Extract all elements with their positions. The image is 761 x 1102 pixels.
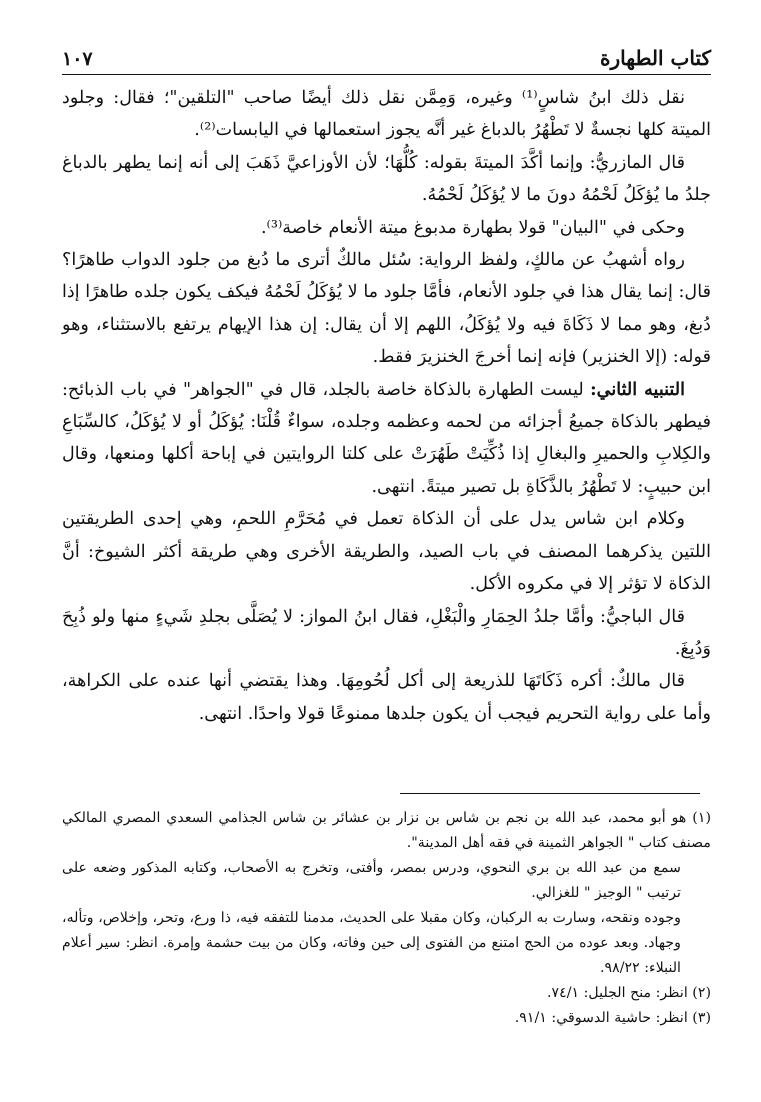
footnote-1: (١) هو أبو محمد، عبد الله بن نجم بن شاس بن نزار بن عشائر بن شاس الجذامي السعدي المصري المالكي مصنف كتاب " الجواهر الثمينة في فقه أهل المدينة". [62,810,711,851]
main-text [62,82,711,730]
paragraph-3: وحكى في "البيان" قولا بطهارة مدبوغ ميتة الأنعام خاصة⁽³⁾. [260,217,685,238]
footnote-3: (٣) انظر: حاشية الدسوقي: ٩١/١. [514,1010,711,1026]
footnote-1-continued-2: وجوده ونقحه، وسارت به الركبان، وكان مقبلا على الحديث، مدمنا للتفقه فيه، ذا ورع، وتحر، وإخلاص، وتأله، وجهاد. وبعد عوده من الحج امتنع من الفتوى إلى حين وفاته، وكان من بيت حشمة وإمرة. انظر: سير أعلام النبلاء: ٩٨/٢٢. [62,910,681,976]
paragraph-4: رواه أشهبُ عن مالكٍ، ولفظ الرواية: سُئل مالكٌ أترى ما دُبغ من جلود الدواب طاهرًا؟ قال: إنما يقال هذا في جلود الأنعام، فأمَّا جلود ما لا يُؤكَلُ لَحْمُهُ فيكف يكون جلده طاهرًا إذا دُبغ، وهو مما لا ذَكَاةَ فيه ولا يُؤكَلُ، اللهم إلا أن يقال: إن هذا الإيهام يرتفع بالاستثناء، وهو قوله: (إلا الخنزير) فإنه إنما أخرجَ الخنزيرَ فقط. [62,250,711,368]
footnote-1-continued: سمع من عبد الله بن بري النحوي، ودرس بمصر، وأفتى، وتخرج به الأصحاب، وكتابه المذكور وضعه على ترتيب " الوجيز " للغزالي. [62,860,681,901]
paragraph-2: قال المازريُّ: وإنما أكَّدَ الميتةَ بقوله: كُلُّهَا؛ لأن الأوزاعيَّ ذَهَبَ إلى أنه إنما يطهر بالدباغ جلدُ ما يُؤكَلُ لَحْمُهُ دونَ ما لا يُؤكَلُ لَحْمُهُ. [62,152,711,206]
paragraph-7: قال الباجيُّ: وأمَّا جلدُ الحِمَارِ والْبَغْلِ، فقال ابنُ المواز: لا يُصَلَّى بجلدِ شَيءٍ منها ولو ذُبِحَ وَدُبِغَ. [62,606,711,659]
section-lead: التنبيه الثاني: [590,378,685,400]
paragraph-5-text: ليست الطهارة بالذكاة خاصة بالجلد، قال في "الجواهر" في باب الذبائح: فيطهر بالذكاة جميعُ أجزائه من لحمه وعظمه وجلده، سواءٌ قُلْنَا: يُؤكَلُ أو لا يُؤكَلُ، كالسِّبَاعِ والكِلابِ والحميرِ والبغالِ إذا ذُكِّيَتْ طَهُرَتْ على كلتا الروايتين في إباحة أكلها ومنعها، وقال ابن حبيبٍ: لا تَطْهُرُ بالذَّكَاةِ بل تصير ميتةً. انتهى. [62,379,711,497]
page-number: ١٠٧ [62,48,93,70]
running-header [62,40,711,75]
paragraph-8: قال مالكٌ: أكره ذَكَاتَهَا للذريعة إلى أكل لُحُومِهَا. وهذا يقتضي أنها عنده على الكراهة، وأما على رواية التحريم فيجب أن يكون جلدها ممنوعًا قولا واحدًا. انتهى. [62,671,711,724]
footnotes [62,806,711,1031]
footnote-2: (٢) انظر: منح الجليل: ٧٤/١. [546,985,711,1001]
paragraph-6: وكلام ابن شاس يدل على أن الذكاة تعمل في مُحَرَّمِ اللحمِ، وهي إحدى الطريقتين اللتين يذكرهما المصنف في باب الصيد، والطريقة الأخرى وهي طريقة أكثر الشيوخ: أنَّ الذكاة لا تؤثر إلا في مكروه الأكل. [62,509,711,595]
paragraph-1: نقل ذلك ابنُ شاسٍ⁽¹⁾ وغيره، وَمِمَّن نقل ذلك أيضًا صاحب "التلقين"؛ فقال: وجلود الميتة كلها نجسةٌ لا تَطْهُرُ بالدباغ غير أنَّه يجوز استعمالها في اليابسات⁽²⁾. [62,88,711,141]
paragraph-5 [62,374,711,504]
footnote-divider [400,793,700,794]
chapter-title: كتاب الطهارة [600,46,711,70]
